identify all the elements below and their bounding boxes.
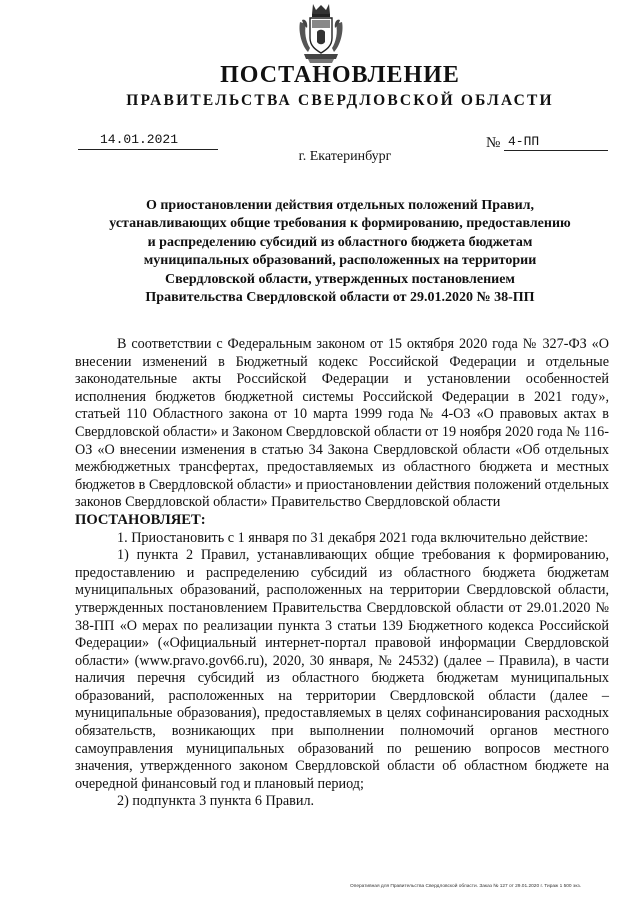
title-line: Свердловской области, утвержденных постановлением: [165, 271, 515, 287]
clause-1-subitem-2: 2) подпункта 3 пункта 6 Правил.: [117, 793, 315, 810]
document-title: [80, 197, 600, 307]
title-line: Правительства Свердловской области от 29.01.2020 № 38-ПП: [145, 290, 535, 306]
coat-of-arms-icon: [296, 2, 346, 64]
title-line: и распределению субсидий из областного бюджета бюджетам: [147, 234, 533, 250]
title-line: устанавливающих общие требования к формированию, предоставлению: [109, 216, 571, 232]
clause-1-subitem-1: 1) пункта 2 Правил, устанавливающих общие требования к формированию, предоставлению и распределению субсидий из областного бюджета бюджетам муниципальных образований, расположенных на территории Свердловской области, утвержденных постановлением Правительства Свердловской области от 29.01.2020 № 38-ПП «О мерах по реализации пункта 3 статьи 139 Бюджетного кодекса Российской Федерации» («Официальный интернет-портал правовой информации Свердловской области» (www.pravo.gov66.ru), 2020, 30 января, № 24532) (далее – Правила), в части наличия перечня субсидий из областного бюджета бюджетам муниципальных образований, расположенных на территории Свердловской области (далее – муниципальные образования), предоставляемых в целях софинансирования расходных обязательств, возникающих при выполнении полномочий органов местного самоуправления муниципальных образований по решению вопросов местного значения, утвержденного законом Свердловской области об областном бюджете на очередной финансовый год и плановый период;: [75, 547, 609, 792]
preamble-paragraph: В соответствии с Федеральным законом от 15 октября 2020 года № 327-ФЗ «О внесении изменений в Бюджетный кодекс Российской Федерации и отдельные законодательные акты Российской Федерации и установлении особенностей исполнения бюджетов бюджетной системы Российской Федерации в 2021 году», статьей 110 Областного закона от 10 марта 1999 года № 4-ОЗ «О правовых актах в Свердловской области» и Законом Свердловской области от 19 ноября 2020 года № 116-ОЗ «О внесении изменения в статью 34 Закона Свердловской области «Об отдельных межбюджетных трансфертах, предоставляемых из областного бюджета и местных бюджетов в Свердловской области» и приостановлении действия положений отдельных законов Свердловской области» Правительство Свердловской области: [75, 336, 609, 511]
number-label: №: [486, 135, 501, 151]
document-number: 4-ПП: [504, 134, 608, 151]
document-type: ПОСТАНОВЛЕНИЕ: [220, 62, 460, 88]
issuing-authority: ПРАВИТЕЛЬСТВА СВЕРДЛОВСКОЙ ОБЛАСТИ: [126, 92, 554, 109]
decree-heading: ПОСТАНОВЛЯЕТ:: [75, 511, 206, 528]
document-body: [75, 336, 609, 811]
clause-1: 1. Приостановить с 1 января по 31 декабря 2021 года включительно действие:: [117, 529, 589, 546]
title-line: муниципальных образований, расположенных на территории: [143, 253, 537, 269]
print-note: Оперативная для Правительства Свердловской области. Заказ № 127 от 29.01.2020 г. Тираж 1 500 экз.: [350, 884, 582, 889]
title-line: О приостановлении действия отдельных положений Правил,: [145, 198, 535, 213]
issue-city: г. Екатеринбург: [298, 149, 392, 164]
document-date: 14.01.2021: [78, 131, 218, 150]
